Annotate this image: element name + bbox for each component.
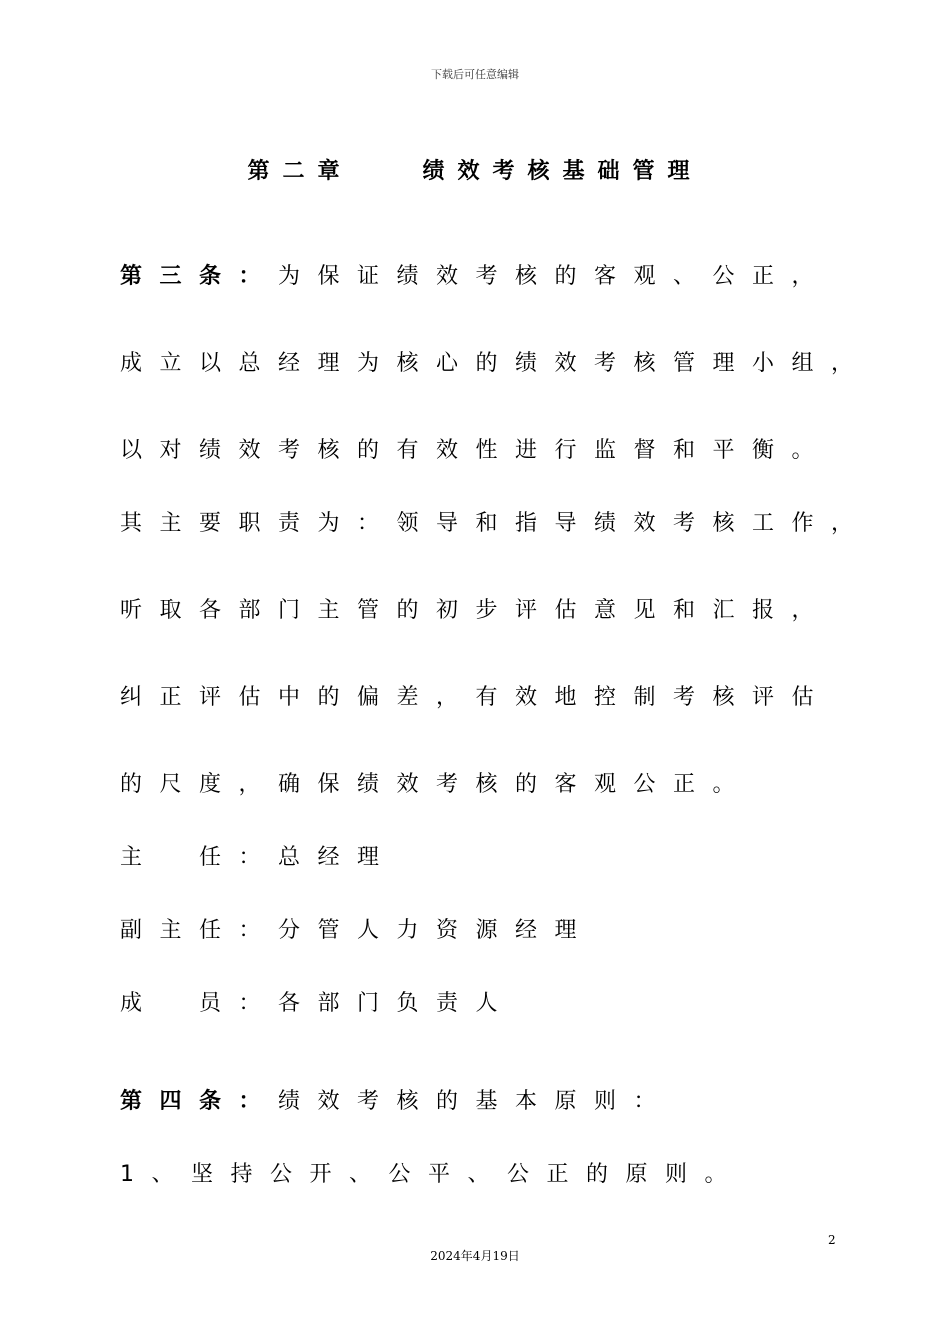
article-3-heading: 第三条： (120, 264, 279, 289)
article-3-line-7: 的尺度，确保绩效考核的客观公正。 (120, 772, 753, 797)
article-4-text: 绩效考核的基本原则： (278, 1089, 674, 1114)
article-3-line-6: 纠正评估中的偏差，有效地控制考核评估 (120, 685, 832, 710)
article-3-line-2: 成立以总经理为核心的绩效考核管理小组， (120, 351, 871, 376)
article-3-line-4: 其主要职责为：领导和指导绩效考核工作， (120, 511, 871, 536)
article-3-line-5: 听取各部门主管的初步评估意见和汇报， (120, 598, 832, 623)
chapter-title: 第二章 绩效考核基础管理 (247, 159, 703, 184)
page-header: 下载后可任意编辑 (431, 68, 519, 81)
article-4-heading: 第四条： (120, 1089, 279, 1114)
article-3-line-3: 以对绩效考核的有效性进行监督和平衡。 (120, 438, 832, 463)
committee-deputy-director: 副主任：分管人力资源经理 (120, 918, 595, 943)
article-3-text: 为保证绩效考核的客观、公正， (278, 264, 832, 289)
page-number: 2 (828, 1233, 836, 1247)
principle-item-1: 1、坚持公开、公平、公正的原则。 (120, 1162, 744, 1187)
article-4-line-1 (120, 1088, 673, 1116)
page-footer-date: 2024年4月19日 (430, 1249, 520, 1263)
committee-members: 成 员：各部门负责人 (120, 991, 516, 1016)
committee-director: 主 任：总经理 (120, 845, 397, 870)
article-3-line-1 (120, 263, 831, 291)
